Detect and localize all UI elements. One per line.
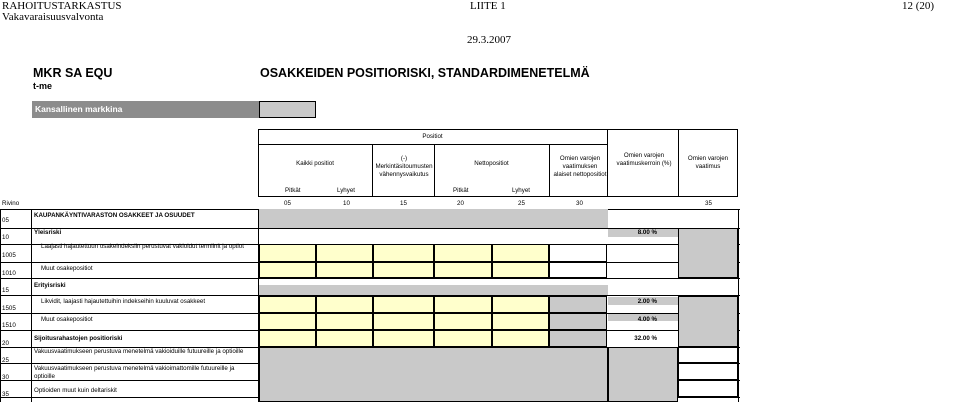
input-cell[interactable]: [316, 313, 373, 330]
row-percentage: 8.00 %: [637, 229, 657, 236]
gross-positions-header: Kaikki positiot: [296, 160, 334, 167]
requirement-cell: [678, 296, 738, 347]
row-label: Vakuusvaatimukseen perustuva menetelmä vakioiduille futuureille ja optioille: [34, 348, 244, 355]
column-number: 20: [457, 200, 464, 207]
net-long-header: Pitkät: [453, 187, 469, 194]
input-cell[interactable]: [373, 330, 434, 347]
input-cell[interactable]: [492, 262, 549, 278]
row-label: Vakuusvaatimukseen perustuva menetelmä vakioimattomille futuureille ja optioille: [34, 365, 235, 380]
row-number: 35: [2, 391, 9, 398]
market-label: Kansallinen markkina: [35, 104, 123, 114]
column-number: 15: [400, 200, 407, 207]
input-cell[interactable]: [492, 296, 549, 313]
input-cell[interactable]: [434, 296, 492, 313]
input-cell[interactable]: [316, 244, 373, 262]
row-percentage: 32.00 %: [634, 335, 657, 342]
document-date: 29.3.2007: [467, 34, 511, 46]
input-cell[interactable]: [549, 262, 607, 278]
gross-short-header: Lyhyet: [337, 187, 356, 194]
input-cell[interactable]: [373, 244, 434, 262]
input-cell[interactable]: [316, 330, 373, 347]
unit-name: Vakavaraisuusvalvonta: [2, 11, 104, 23]
input-cell: [608, 347, 678, 402]
input-cell[interactable]: [259, 244, 316, 262]
market-code-field[interactable]: [259, 101, 316, 118]
row-number: 25: [2, 357, 9, 364]
input-cell[interactable]: [259, 296, 316, 313]
input-cell[interactable]: [434, 313, 492, 330]
row-number: 10: [2, 234, 9, 241]
input-cell[interactable]: [259, 313, 316, 330]
form-subcode: t-me: [33, 81, 53, 91]
requirement-cell[interactable]: [678, 363, 738, 380]
column-number: 10: [343, 200, 350, 207]
underwriting-deduction-header: (-) Merkintäsitoumusten vähennysvaikutus: [375, 155, 433, 178]
input-cell[interactable]: [373, 313, 434, 330]
row-label: Erityisriski: [34, 282, 66, 289]
input-cell: [549, 330, 607, 347]
row-percentage: 4.00 %: [637, 316, 657, 323]
gross-long-header: Pitkät: [285, 187, 301, 194]
requirement-cell[interactable]: [678, 380, 738, 397]
row-number: 05: [2, 217, 9, 224]
row-label: Optioiden muut kuin deltariskit: [34, 387, 117, 394]
input-cell[interactable]: [373, 296, 434, 313]
requirement-cell: [678, 228, 738, 278]
row-number: 20: [2, 340, 9, 347]
row-label: Likvidit, laajasti hajautettuihin indekseihin kuuluvat osakkeet: [41, 298, 206, 305]
input-cell: [549, 313, 607, 330]
row-label: Muut osakepositiot: [41, 265, 93, 272]
row-label: Laajasti hajautettuun osakeindeksiin perustuvat vakioidut termiinit ja optiot: [41, 243, 244, 250]
row-number: 1510: [2, 322, 16, 329]
input-cell[interactable]: [316, 296, 373, 313]
input-cell[interactable]: [434, 244, 492, 262]
row-percentage: 2.00 %: [637, 298, 657, 305]
form-code: MKR SA EQU: [33, 66, 113, 80]
input-cell[interactable]: [492, 330, 549, 347]
input-cell: [259, 347, 608, 402]
column-number: 35: [705, 200, 712, 207]
appendix-label: LIITE 1: [470, 0, 506, 12]
row-label: Sijoitusrahastojen positioriski: [34, 335, 123, 342]
input-cell[interactable]: [316, 262, 373, 278]
row-label: Yleisriski: [34, 229, 62, 236]
requirement-cell[interactable]: [678, 347, 738, 363]
input-cell[interactable]: [492, 244, 549, 262]
org-name: RAHOITUSTARKASTUS: [2, 0, 122, 12]
row-label: Muut osakepositiot: [41, 316, 93, 323]
form-title: OSAKKEIDEN POSITIORISKI, STANDARDIMENETELMÄ: [260, 66, 590, 80]
input-cell[interactable]: [492, 313, 549, 330]
net-short-header: Lyhyet: [512, 187, 531, 194]
row-number: 1505: [2, 305, 16, 312]
column-number: 30: [576, 200, 583, 207]
positions-header: Positiot: [422, 133, 443, 140]
own-funds-factor-header: Omien varojen vaatimuskerroin (%): [616, 152, 672, 167]
input-cell[interactable]: [373, 262, 434, 278]
row-number-label: Rivino: [2, 200, 20, 207]
row-number: 15: [2, 287, 9, 294]
column-number: 25: [518, 200, 525, 207]
input-cell[interactable]: [549, 244, 607, 262]
input-cell[interactable]: [434, 262, 492, 278]
net-positions-header: Nettopositiot: [474, 160, 509, 167]
page-number: 12 (20): [902, 0, 935, 12]
input-cell[interactable]: [434, 330, 492, 347]
row-number: 1005: [2, 252, 16, 259]
input-cell: [549, 296, 607, 313]
row-label: KAUPANKÄYNTIVARASTON OSAKKEET JA OSUUDET: [34, 212, 195, 219]
row-number: 30: [2, 374, 9, 381]
market-bar: [32, 101, 259, 118]
own-funds-base-header: Omien varojen vaatimuksen alaiset nettopositiot: [553, 155, 607, 178]
input-cell[interactable]: [259, 262, 316, 278]
input-cell[interactable]: [259, 330, 316, 347]
row-number: 1010: [2, 270, 16, 277]
own-funds-requirement-header: Omien varojen vaatimus: [687, 155, 729, 170]
column-number: 05: [284, 200, 291, 207]
